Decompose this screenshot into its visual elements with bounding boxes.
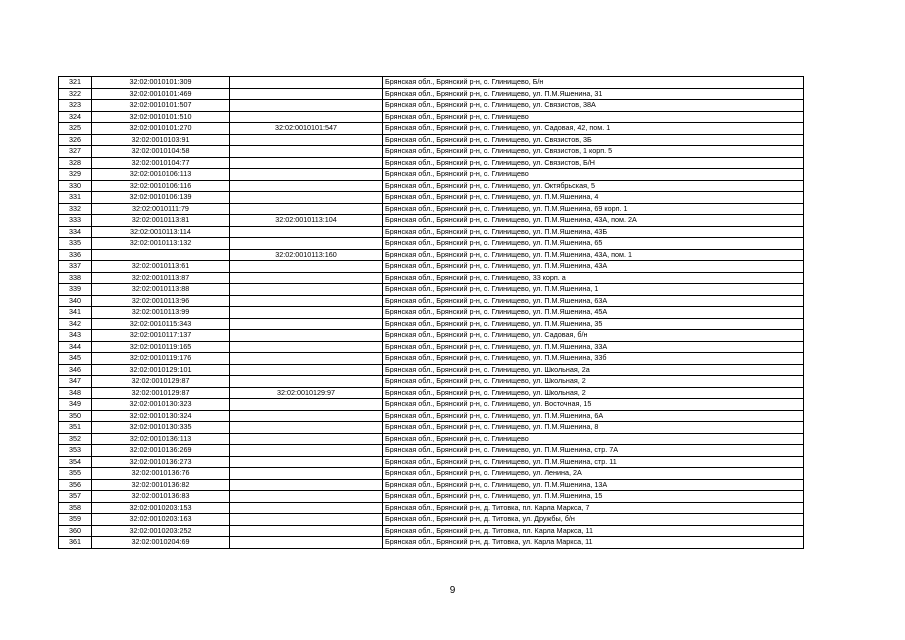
linked-cadastral-number-cell: [230, 272, 383, 284]
table-row: [59, 307, 804, 319]
linked-cadastral-number-cell: [230, 88, 383, 100]
row-number-cell: 339: [59, 284, 92, 296]
table-row: [59, 111, 804, 123]
table-row: [59, 192, 804, 204]
linked-cadastral-number-cell: [230, 525, 383, 537]
table-row: [59, 157, 804, 169]
row-number-cell: 330: [59, 180, 92, 192]
address-cell: Брянская обл., Брянский р-н, с. Глинищево: [383, 433, 804, 445]
address-cell: Брянская обл., Брянский р-н, с. Глинищево, ул. Садовая, б/н: [383, 330, 804, 342]
table-row: [59, 537, 804, 549]
address-cell: Брянская обл., Брянский р-н, с. Глинищево, 33 корп. а: [383, 272, 804, 284]
table-row: [59, 422, 804, 434]
linked-cadastral-number-cell: [230, 537, 383, 549]
cadastral-number-cell: 32:02:0010113:88: [92, 284, 230, 296]
linked-cadastral-number-cell: 32:02:0010113:160: [230, 249, 383, 261]
cadastral-number-cell: 32:02:0010203:252: [92, 525, 230, 537]
table-row: [59, 341, 804, 353]
table-row: [59, 203, 804, 215]
cadastral-number-cell: 32:02:0010119:176: [92, 353, 230, 365]
linked-cadastral-number-cell: [230, 353, 383, 365]
cadastral-number-cell: 32:02:0010113:61: [92, 261, 230, 273]
row-number-cell: 343: [59, 330, 92, 342]
cadastral-number-cell: 32:02:0010113:114: [92, 226, 230, 238]
row-number-cell: 342: [59, 318, 92, 330]
row-number-cell: 341: [59, 307, 92, 319]
table-row: [59, 399, 804, 411]
address-cell: Брянская обл., Брянский р-н, с. Глинищево, ул. Школьная, 2а: [383, 364, 804, 376]
row-number-cell: 344: [59, 341, 92, 353]
table-row: [59, 123, 804, 135]
address-cell: Брянская обл., Брянский р-н, с. Глинищево, ул. Октябрьская, 5: [383, 180, 804, 192]
linked-cadastral-number-cell: [230, 226, 383, 238]
address-cell: Брянская обл., Брянский р-н, д. Титовка, ул. Дружбы, б/н: [383, 514, 804, 526]
row-number-cell: 338: [59, 272, 92, 284]
address-cell: Брянская обл., Брянский р-н, с. Глинищево, ул. П.М.Яшенина, 31: [383, 88, 804, 100]
row-number-cell: 322: [59, 88, 92, 100]
row-number-cell: 359: [59, 514, 92, 526]
linked-cadastral-number-cell: [230, 364, 383, 376]
linked-cadastral-number-cell: [230, 295, 383, 307]
table-row: [59, 180, 804, 192]
address-cell: Брянская обл., Брянский р-н, с. Глинищево, ул. Восточная, 15: [383, 399, 804, 411]
table-row: [59, 479, 804, 491]
cadastral-number-cell: 32:02:0010104:58: [92, 146, 230, 158]
table-row: [59, 330, 804, 342]
cadastral-number-cell: 32:02:0010115:343: [92, 318, 230, 330]
linked-cadastral-number-cell: [230, 146, 383, 158]
address-cell: Брянская обл., Брянский р-н, с. Глинищево, ул. П.М.Яшенина, стр. 7А: [383, 445, 804, 457]
address-cell: Брянская обл., Брянский р-н, с. Глинищево, ул. П.М.Яшенина, 33А: [383, 341, 804, 353]
cadastral-number-cell: 32:02:0010101:270: [92, 123, 230, 135]
table-row: [59, 318, 804, 330]
cadastral-number-cell: 32:02:0010130:335: [92, 422, 230, 434]
row-number-cell: 349: [59, 399, 92, 411]
address-cell: Брянская обл., Брянский р-н, с. Глинищево: [383, 111, 804, 123]
row-number-cell: 355: [59, 468, 92, 480]
row-number-cell: 340: [59, 295, 92, 307]
cadastral-number-cell: 32:02:0010113:132: [92, 238, 230, 250]
linked-cadastral-number-cell: [230, 422, 383, 434]
cadastral-number-cell: 32:02:0010106:116: [92, 180, 230, 192]
linked-cadastral-number-cell: [230, 433, 383, 445]
cadastral-number-cell: 32:02:0010106:139: [92, 192, 230, 204]
linked-cadastral-number-cell: [230, 77, 383, 89]
table-row: [59, 272, 804, 284]
linked-cadastral-number-cell: 32:02:0010129:97: [230, 387, 383, 399]
cadastral-number-cell: 32:02:0010203:153: [92, 502, 230, 514]
table-row: [59, 226, 804, 238]
cadastral-number-cell: 32:02:0010130:324: [92, 410, 230, 422]
linked-cadastral-number-cell: [230, 445, 383, 457]
cadastral-number-cell: 32:02:0010129:87: [92, 387, 230, 399]
cadastral-number-cell: 32:02:0010203:163: [92, 514, 230, 526]
address-cell: Брянская обл., Брянский р-н, с. Глинищево, ул. Ленина, 2А: [383, 468, 804, 480]
row-number-cell: 336: [59, 249, 92, 261]
row-number-cell: 353: [59, 445, 92, 457]
cadastral-number-cell: 32:02:0010136:83: [92, 491, 230, 503]
table-row: [59, 169, 804, 181]
row-number-cell: 328: [59, 157, 92, 169]
address-cell: Брянская обл., Брянский р-н, д. Титовка, пл. Карла Маркса, 11: [383, 525, 804, 537]
address-cell: Брянская обл., Брянский р-н, с. Глинищево, ул. Садовая, 42, пом. 1: [383, 123, 804, 135]
row-number-cell: 361: [59, 537, 92, 549]
row-number-cell: 325: [59, 123, 92, 135]
row-number-cell: 347: [59, 376, 92, 388]
linked-cadastral-number-cell: [230, 261, 383, 273]
row-number-cell: 324: [59, 111, 92, 123]
address-cell: Брянская обл., Брянский р-н, с. Глинищево, ул. П.М.Яшенина, стр. 11: [383, 456, 804, 468]
registry-table: [58, 76, 804, 549]
address-cell: Брянская обл., Брянский р-н, с. Глинищево, ул. Школьная, 2: [383, 387, 804, 399]
address-cell: Брянская обл., Брянский р-н, с. Глинищево, ул. Связистов, 38А: [383, 100, 804, 112]
linked-cadastral-number-cell: [230, 169, 383, 181]
address-cell: Брянская обл., Брянский р-н, с. Глинищево, ул. П.М.Яшенина, 45А: [383, 307, 804, 319]
address-cell: Брянская обл., Брянский р-н, с. Глинищево, ул. П.М.Яшенина, 4: [383, 192, 804, 204]
cadastral-number-cell: 32:02:0010130:323: [92, 399, 230, 411]
linked-cadastral-number-cell: [230, 514, 383, 526]
address-cell: Брянская обл., Брянский р-н, с. Глинищево, ул. П.М.Яшенина, 33б: [383, 353, 804, 365]
linked-cadastral-number-cell: [230, 134, 383, 146]
address-cell: Брянская обл., Брянский р-н, д. Титовка, пл. Карла Маркса, 7: [383, 502, 804, 514]
address-cell: Брянская обл., Брянский р-н, с. Глинищево, ул. П.М.Яшенина, 43А: [383, 261, 804, 273]
address-cell: Брянская обл., Брянский р-н, с. Глинищево, ул. Связистов, Б/Н: [383, 157, 804, 169]
row-number-cell: 323: [59, 100, 92, 112]
table-row: [59, 295, 804, 307]
row-number-cell: 321: [59, 77, 92, 89]
address-cell: Брянская обл., Брянский р-н, с. Глинищево, ул. П.М.Яшенина, 8: [383, 422, 804, 434]
table-row: [59, 215, 804, 227]
linked-cadastral-number-cell: [230, 410, 383, 422]
linked-cadastral-number-cell: [230, 100, 383, 112]
table-row: [59, 353, 804, 365]
cadastral-number-cell: 32:02:0010104:77: [92, 157, 230, 169]
row-number-cell: 337: [59, 261, 92, 273]
table-row: [59, 502, 804, 514]
table-row: [59, 77, 804, 89]
table-row: [59, 456, 804, 468]
linked-cadastral-number-cell: 32:02:0010101:547: [230, 123, 383, 135]
linked-cadastral-number-cell: [230, 491, 383, 503]
row-number-cell: 350: [59, 410, 92, 422]
address-cell: Брянская обл., Брянский р-н, д. Титовка, ул. Карла Маркса, 11: [383, 537, 804, 549]
address-cell: Брянская обл., Брянский р-н, с. Глинищево, ул. П.М.Яшенина, 65: [383, 238, 804, 250]
table-row: [59, 468, 804, 480]
cadastral-number-cell: 32:02:0010117:137: [92, 330, 230, 342]
cadastral-number-cell: 32:02:0010136:82: [92, 479, 230, 491]
cadastral-number-cell: 32:02:0010136:76: [92, 468, 230, 480]
cadastral-number-cell: 32:02:0010103:91: [92, 134, 230, 146]
linked-cadastral-number-cell: 32:02:0010113:104: [230, 215, 383, 227]
cadastral-number-cell: 32:02:0010113:81: [92, 215, 230, 227]
address-cell: Брянская обл., Брянский р-н, с. Глинищево, ул. П.М.Яшенина, 43А, пом. 1: [383, 249, 804, 261]
linked-cadastral-number-cell: [230, 180, 383, 192]
linked-cadastral-number-cell: [230, 468, 383, 480]
row-number-cell: 356: [59, 479, 92, 491]
row-number-cell: 357: [59, 491, 92, 503]
cadastral-number-cell: 32:02:0010136:113: [92, 433, 230, 445]
linked-cadastral-number-cell: [230, 479, 383, 491]
table-row: [59, 238, 804, 250]
table-row: [59, 445, 804, 457]
row-number-cell: 334: [59, 226, 92, 238]
address-cell: Брянская обл., Брянский р-н, с. Глинищево: [383, 169, 804, 181]
address-cell: Брянская обл., Брянский р-н, с. Глинищево, ул. П.М.Яшенина, 15: [383, 491, 804, 503]
linked-cadastral-number-cell: [230, 502, 383, 514]
table-row: [59, 433, 804, 445]
address-cell: Брянская обл., Брянский р-н, с. Глинищево, ул. Школьная, 2: [383, 376, 804, 388]
page-number: 9: [449, 585, 456, 596]
cadastral-number-cell: 32:02:0010101:507: [92, 100, 230, 112]
cadastral-number-cell: 32:02:0010113:96: [92, 295, 230, 307]
linked-cadastral-number-cell: [230, 307, 383, 319]
cadastral-number-cell: 32:02:0010136:269: [92, 445, 230, 457]
address-cell: Брянская обл., Брянский р-н, с. Глинищево, ул. П.М.Яшенина, 35: [383, 318, 804, 330]
row-number-cell: 331: [59, 192, 92, 204]
row-number-cell: 333: [59, 215, 92, 227]
address-cell: Брянская обл., Брянский р-н, с. Глинищево, ул. Связистов, 3Б: [383, 134, 804, 146]
cadastral-number-cell: [92, 249, 230, 261]
row-number-cell: 346: [59, 364, 92, 376]
linked-cadastral-number-cell: [230, 203, 383, 215]
row-number-cell: 326: [59, 134, 92, 146]
linked-cadastral-number-cell: [230, 192, 383, 204]
linked-cadastral-number-cell: [230, 318, 383, 330]
address-cell: Брянская обл., Брянский р-н, с. Глинищево, ул. П.М.Яшенина, 63А: [383, 295, 804, 307]
linked-cadastral-number-cell: [230, 456, 383, 468]
address-cell: Брянская обл., Брянский р-н, с. Глинищево, ул. П.М.Яшенина, 69 корп. 1: [383, 203, 804, 215]
address-cell: Брянская обл., Брянский р-н, с. Глинищево, ул. П.М.Яшенина, 43Б: [383, 226, 804, 238]
linked-cadastral-number-cell: [230, 330, 383, 342]
cadastral-number-cell: 32:02:0010101:469: [92, 88, 230, 100]
table-row: [59, 261, 804, 273]
linked-cadastral-number-cell: [230, 111, 383, 123]
row-number-cell: 329: [59, 169, 92, 181]
linked-cadastral-number-cell: [230, 399, 383, 411]
table-row: [59, 284, 804, 296]
cadastral-number-cell: 32:02:0010136:273: [92, 456, 230, 468]
row-number-cell: 358: [59, 502, 92, 514]
address-cell: Брянская обл., Брянский р-н, с. Глинищево, ул. П.М.Яшенина, 13А: [383, 479, 804, 491]
row-number-cell: 332: [59, 203, 92, 215]
linked-cadastral-number-cell: [230, 341, 383, 353]
table-row: [59, 410, 804, 422]
linked-cadastral-number-cell: [230, 284, 383, 296]
address-cell: Брянская обл., Брянский р-н, с. Глинищево, ул. П.М.Яшенина, 43А, пом. 2А: [383, 215, 804, 227]
row-number-cell: 348: [59, 387, 92, 399]
table-row: [59, 88, 804, 100]
cadastral-number-cell: 32:02:0010101:510: [92, 111, 230, 123]
address-cell: Брянская обл., Брянский р-н, с. Глинищево, Б/н: [383, 77, 804, 89]
table-row: [59, 146, 804, 158]
linked-cadastral-number-cell: [230, 376, 383, 388]
table-row: [59, 525, 804, 537]
linked-cadastral-number-cell: [230, 238, 383, 250]
row-number-cell: 360: [59, 525, 92, 537]
address-cell: Брянская обл., Брянский р-н, с. Глинищево, ул. П.М.Яшенина, 1: [383, 284, 804, 296]
table-row: [59, 491, 804, 503]
address-cell: Брянская обл., Брянский р-н, с. Глинищево, ул. Связистов, 1 корп. 5: [383, 146, 804, 158]
cadastral-number-cell: 32:02:0010204:69: [92, 537, 230, 549]
table-row: [59, 514, 804, 526]
table-row: [59, 387, 804, 399]
cadastral-number-cell: 32:02:0010113:99: [92, 307, 230, 319]
cadastral-number-cell: 32:02:0010106:113: [92, 169, 230, 181]
table-row: [59, 364, 804, 376]
registry-table-body: [59, 77, 804, 549]
cadastral-number-cell: 32:02:0010129:101: [92, 364, 230, 376]
cadastral-number-cell: 32:02:0010129:87: [92, 376, 230, 388]
address-cell: Брянская обл., Брянский р-н, с. Глинищево, ул. П.М.Яшенина, 6А: [383, 410, 804, 422]
row-number-cell: 345: [59, 353, 92, 365]
cadastral-number-cell: 32:02:0010113:87: [92, 272, 230, 284]
linked-cadastral-number-cell: [230, 157, 383, 169]
table-row: [59, 100, 804, 112]
row-number-cell: 351: [59, 422, 92, 434]
cadastral-number-cell: 32:02:0010119:165: [92, 341, 230, 353]
row-number-cell: 354: [59, 456, 92, 468]
row-number-cell: 335: [59, 238, 92, 250]
cadastral-number-cell: 32:02:0010101:309: [92, 77, 230, 89]
row-number-cell: 327: [59, 146, 92, 158]
cadastral-number-cell: 32:02:0010111:79: [92, 203, 230, 215]
table-row: [59, 376, 804, 388]
table-row: [59, 249, 804, 261]
row-number-cell: 352: [59, 433, 92, 445]
table-row: [59, 134, 804, 146]
